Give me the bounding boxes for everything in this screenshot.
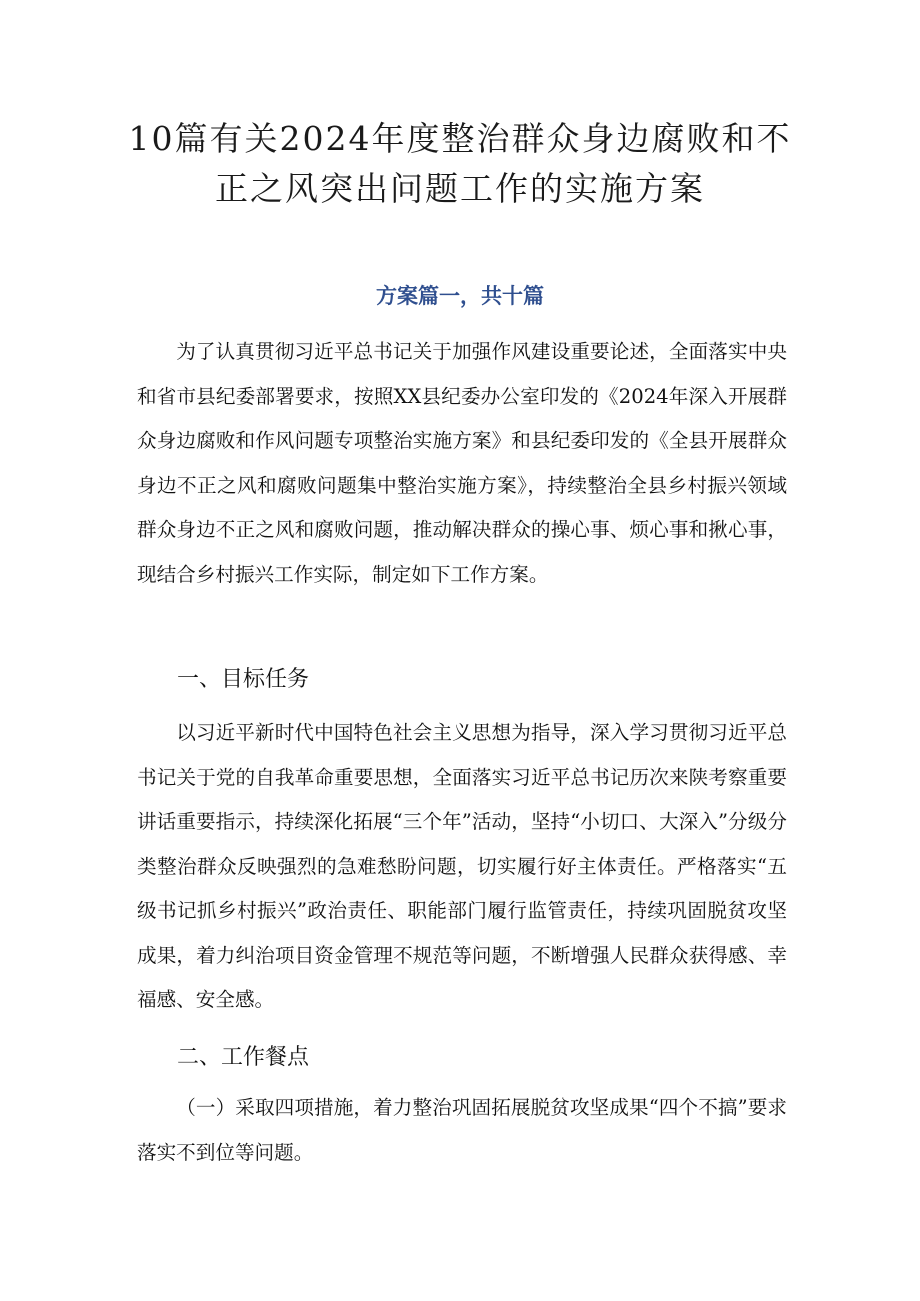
section-heading-work-points: 二、工作餐点: [177, 1045, 310, 1070]
intro-paragraph: 为了认真贯彻习近平总书记关于加强作风建设重要论述，全面落实中央和省市县纪委部署要求，按照XX县纪委办公室印发的《2024年深入开展群众身边腐败和作风问题专项整治实施方案》和县纪委印发的《全县开展群众身边不正之风和腐败问题集中整治实施方案》，持续整治全县乡村振兴领域群众身边不正之风和腐败问题，推动解决群众的操心事、烦心事和揪心事，现结合乡村振兴工作实际，制定如下工作方案。: [137, 340, 787, 586]
section-paragraph-goals: 以习近平新时代中国特色社会主义思想为指导，深入学习贯彻习近平总书记关于党的自我革命重要思想，全面落实习近平总书记历次来陕考察重要讲话重要指示，持续深化拓展“三个年”活动，坚持“小切口、大深入”分级分类整治群众反映强烈的急难愁盼问题，切实履行好主体责任。严格落实“五级书记抓乡村振兴”政治责任、职能部门履行监管责任，持续巩固脱贫攻坚成果，着力纠治项目资金管理不规范等问题，不断增强人民群众获得感、幸福感、安全感。: [137, 721, 787, 1011]
section-heading-goals: 一、目标任务: [177, 667, 310, 692]
document-subtitle: 方案篇一，共十篇: [376, 284, 544, 308]
document-title-line2: 正之风突出问题工作的实施方案: [215, 169, 705, 208]
section-paragraph-measures: （一）采取四项措施，着力整治巩固拓展脱贫攻坚成果“四个不搞”要求落实不到位等问题。: [137, 1096, 787, 1164]
document-title-line1: 10篇有关2024年度整治群众身边腐败和不: [128, 119, 792, 158]
